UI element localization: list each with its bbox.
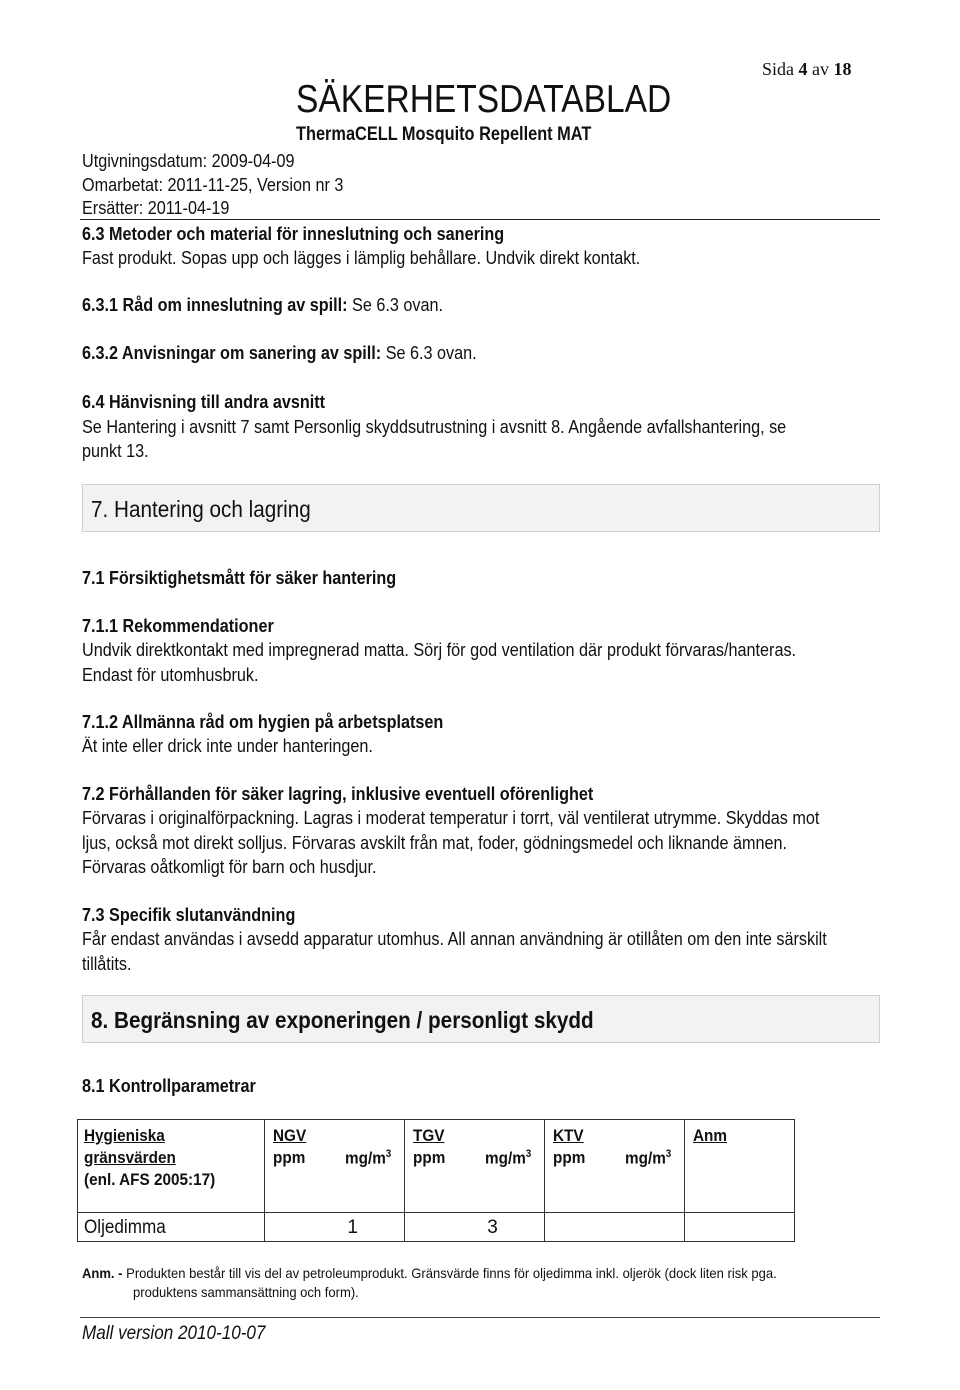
section-7-1-2-line1: Ät inte eller drick inte under hanteringen. [82,736,373,756]
section-6-3-1-heading: 6.3.1 Råd om inneslutning av spill: [82,295,348,315]
footer-divider [80,1317,880,1318]
section-8-heading: 8. Begränsning av exponeringen / personligt skydd [91,1007,594,1033]
section-7-1-1-line1: Undvik direktkontakt med impregnerad matta. Sörj för god ventilation där produkt förvaras/hanteras. [82,640,797,660]
section-7-2-line2: ljus, också mot direkt solljus. Förvaras avskilt från mat, foder, gödningsmedel och liknande ämnen. [82,833,788,853]
row-tgv-mgm3: 3 [487,1217,498,1238]
row-ngv-mgm3: 1 [347,1217,358,1238]
header-ktv-ppm: ppm [553,1148,586,1167]
row-substance: Oljedimma [84,1217,166,1238]
note-line2: produktens sammansättning och form). [133,1284,359,1300]
section-6-4-line1: Se Hantering i avsnitt 7 samt Personlig skyddsutrustning i avsnitt 8. Angående avfallshantering, se [82,417,787,437]
table-header-cell [405,1120,545,1213]
table-cell [265,1213,405,1242]
header-ngv: NGV [273,1126,307,1145]
section-7-1-1-heading: 7.1.1 Rekommendationer [82,616,274,636]
section-7-heading: 7. Hantering och lagring [91,496,311,522]
section-6-3-text: Fast produkt. Sopas upp och lägges i lämplig behållare. Undvik direkt kontakt. [82,248,641,268]
section-7-3-line2: tillåtits. [82,954,132,974]
table-header-row [78,1120,795,1213]
product-name: ThermaCELL Mosquito Repellent MAT [296,124,592,145]
section-7-3-heading: 7.3 Specifik slutanvändning [82,905,296,925]
table-header-cell [545,1120,685,1213]
header-tgv: TGV [413,1126,445,1145]
table-header-cell [684,1120,794,1213]
header-tgv-ppm: ppm [413,1148,446,1167]
note-label: Anm. - [82,1265,123,1281]
header-anm: Anm [692,1126,727,1145]
document-title: SÄKERHETSDATABLAD [296,78,672,121]
header-afs: (enl. AFS 2005:17) [84,1170,216,1189]
section-6-3-1 [82,295,443,316]
revised-date: Omarbetat: 2011-11-25, Version nr 3 [82,175,344,195]
section-6-3-2-text: Se 6.3 ovan. [381,343,477,363]
note-line1: Produkten består till vis del av petroleumprodukt. Gränsvärde finns för oljedimma inkl. oljerök (dock liten risk pga. [122,1265,777,1281]
header-tgv-mgm3: $mg/m^3$ [485,1148,532,1168]
section-7-2-line1: Förvaras i originalförpackning. Lagras i moderat temperatur i torrt, väl ventilerat utrymme. Skyddas mot [82,808,820,828]
replaces-date: Ersätter: 2011-04-19 [82,198,230,218]
section-6-4-line2: punkt 13. [82,441,149,461]
section-8-banner [82,995,880,1043]
table-row [78,1213,795,1242]
section-6-3-1-text: Se 6.3 ovan. [347,295,444,315]
section-7-banner [82,484,880,532]
section-7-2-line3: Förvaras oåtkomligt för barn och husdjur. [82,857,377,877]
header-hygieniska: Hygieniska [84,1126,165,1145]
section-7-1-heading: 7.1 Försiktighetsmått för säker hantering [82,568,397,588]
table-cell [405,1213,545,1242]
section-7-1-1-line2: Endast för utomhusbruk. [82,665,259,685]
section-7-3-line1: Får endast användas i avsedd apparatur utomhus. All annan användning är otillåten om den inte särskilt [82,929,827,949]
exposure-limits-table [77,1119,795,1242]
page-number: Sida 4 av 18 [762,59,852,79]
header-ngv-mgm3: $mg/m^3$ [345,1148,392,1168]
section-6-4-heading: 6.4 Hänvisning till andra avsnitt [82,392,326,412]
footer-template-version: Mall version 2010-10-07 [82,1323,266,1344]
section-7-2-heading: 7.2 Förhållanden för säker lagring, inklusive eventuell oförenlighet [82,784,594,804]
header-ngv-ppm: ppm [273,1148,306,1167]
table-cell [684,1213,794,1242]
section-6-3-heading: 6.3 Metoder och material för inneslutning och sanering [82,224,505,244]
header-ktv: KTV [553,1126,584,1145]
table-note [82,1265,777,1281]
table-header-cell [265,1120,405,1213]
header-gransvarden: gränsvärden [84,1148,176,1167]
header-ktv-mgm3: $mg/m^3$ [625,1148,672,1168]
section-6-3-2-heading: 6.3.2 Anvisningar om sanering av spill: [82,343,382,363]
table-header-cell [78,1120,265,1213]
header-divider [80,219,880,220]
section-8-1-heading: 8.1 Kontrollparametrar [82,1076,256,1096]
section-6-3-2 [82,343,477,364]
table-cell [545,1213,685,1242]
issue-date: Utgivningsdatum: 2009-04-09 [82,151,295,171]
table-cell [78,1213,265,1242]
section-7-1-2-heading: 7.1.2 Allmänna råd om hygien på arbetsplatsen [82,712,444,732]
